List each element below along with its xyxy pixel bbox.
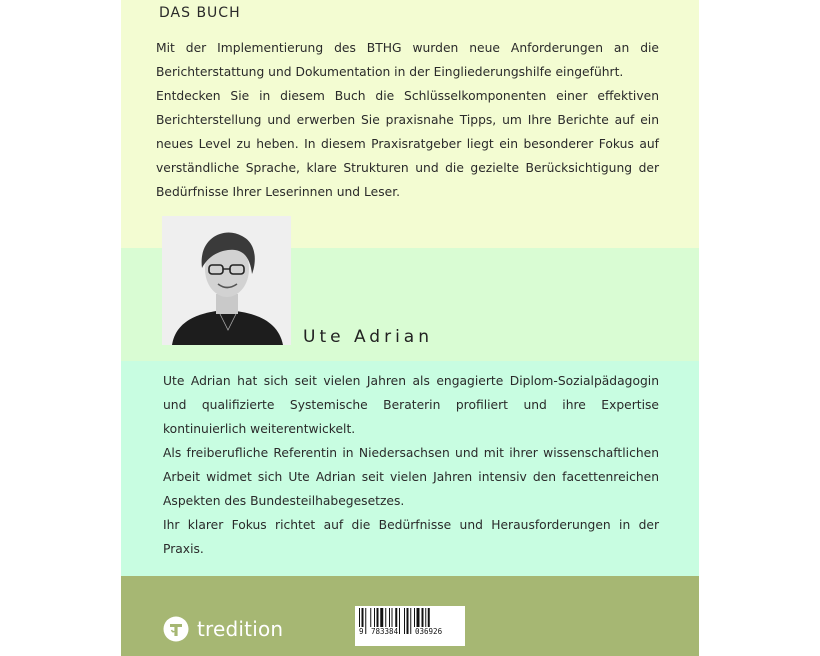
barcode-bar	[399, 608, 400, 634]
barcode-digit: 9	[359, 627, 364, 636]
publisher-name: tredition	[197, 617, 284, 641]
bio-paragraph: Als freiberufliche Referentin in Niedersachsen und mit ihrer wissenschaftlichen Arbeit widmet sich Ute Adrian seit vielen Jahren intensiv den facettenreichen Aspekten des Bundesteilhabegesetzes.	[163, 446, 659, 508]
author-photo	[162, 216, 291, 345]
intro-section	[121, 0, 699, 248]
barcode-bar	[410, 608, 411, 634]
bio-paragraph: Ute Adrian hat sich seit vielen Jahren als engagierte Diplom-Sozialpädagogin und qualifizierte Systemische Beraterin profiliert und ihre Expertise kontinuierlich weiterentwickelt.	[163, 374, 659, 436]
intro-paragraph: Mit der Implementierung des BTHG wurden neue Anforderungen an die Berichterstattung und Dokumentation in der Eingliederungshilfe eingeführt.	[156, 41, 659, 79]
bio-text	[163, 369, 659, 561]
barcode-digits-left: 783384	[371, 627, 399, 636]
section-title: DAS BUCH	[159, 5, 241, 21]
isbn-barcode	[355, 606, 465, 646]
bio-paragraph: Ihr klarer Fokus richtet auf die Bedürfnisse und Herausforderungen in der Praxis.	[163, 518, 659, 556]
barcode-bar	[365, 608, 366, 634]
intro-text	[156, 36, 659, 204]
author-name: Ute Adrian	[303, 327, 433, 347]
book-back-cover	[121, 0, 699, 656]
publisher-logo	[163, 615, 283, 643]
barcode-bar	[404, 608, 405, 634]
barcode-digits-right: 036926	[415, 627, 443, 636]
tredition-logo-icon	[163, 616, 189, 642]
intro-paragraph: Entdecken Sie in diesem Buch die Schlüsselkomponenten einer effektiven Berichterstellung und erwerben Sie praxisnahe Tipps, um Ihre Berichte auf ein neues Level zu heben. In diesem Praxisratgeber liegt ein besonderer Fokus auf verständliche Sprache, klare Strukturen und die gezielte Berücksichtigung der Bedürfnisse Ihrer Leserinnen und Leser.	[156, 89, 659, 199]
barcode-bar	[407, 608, 409, 634]
